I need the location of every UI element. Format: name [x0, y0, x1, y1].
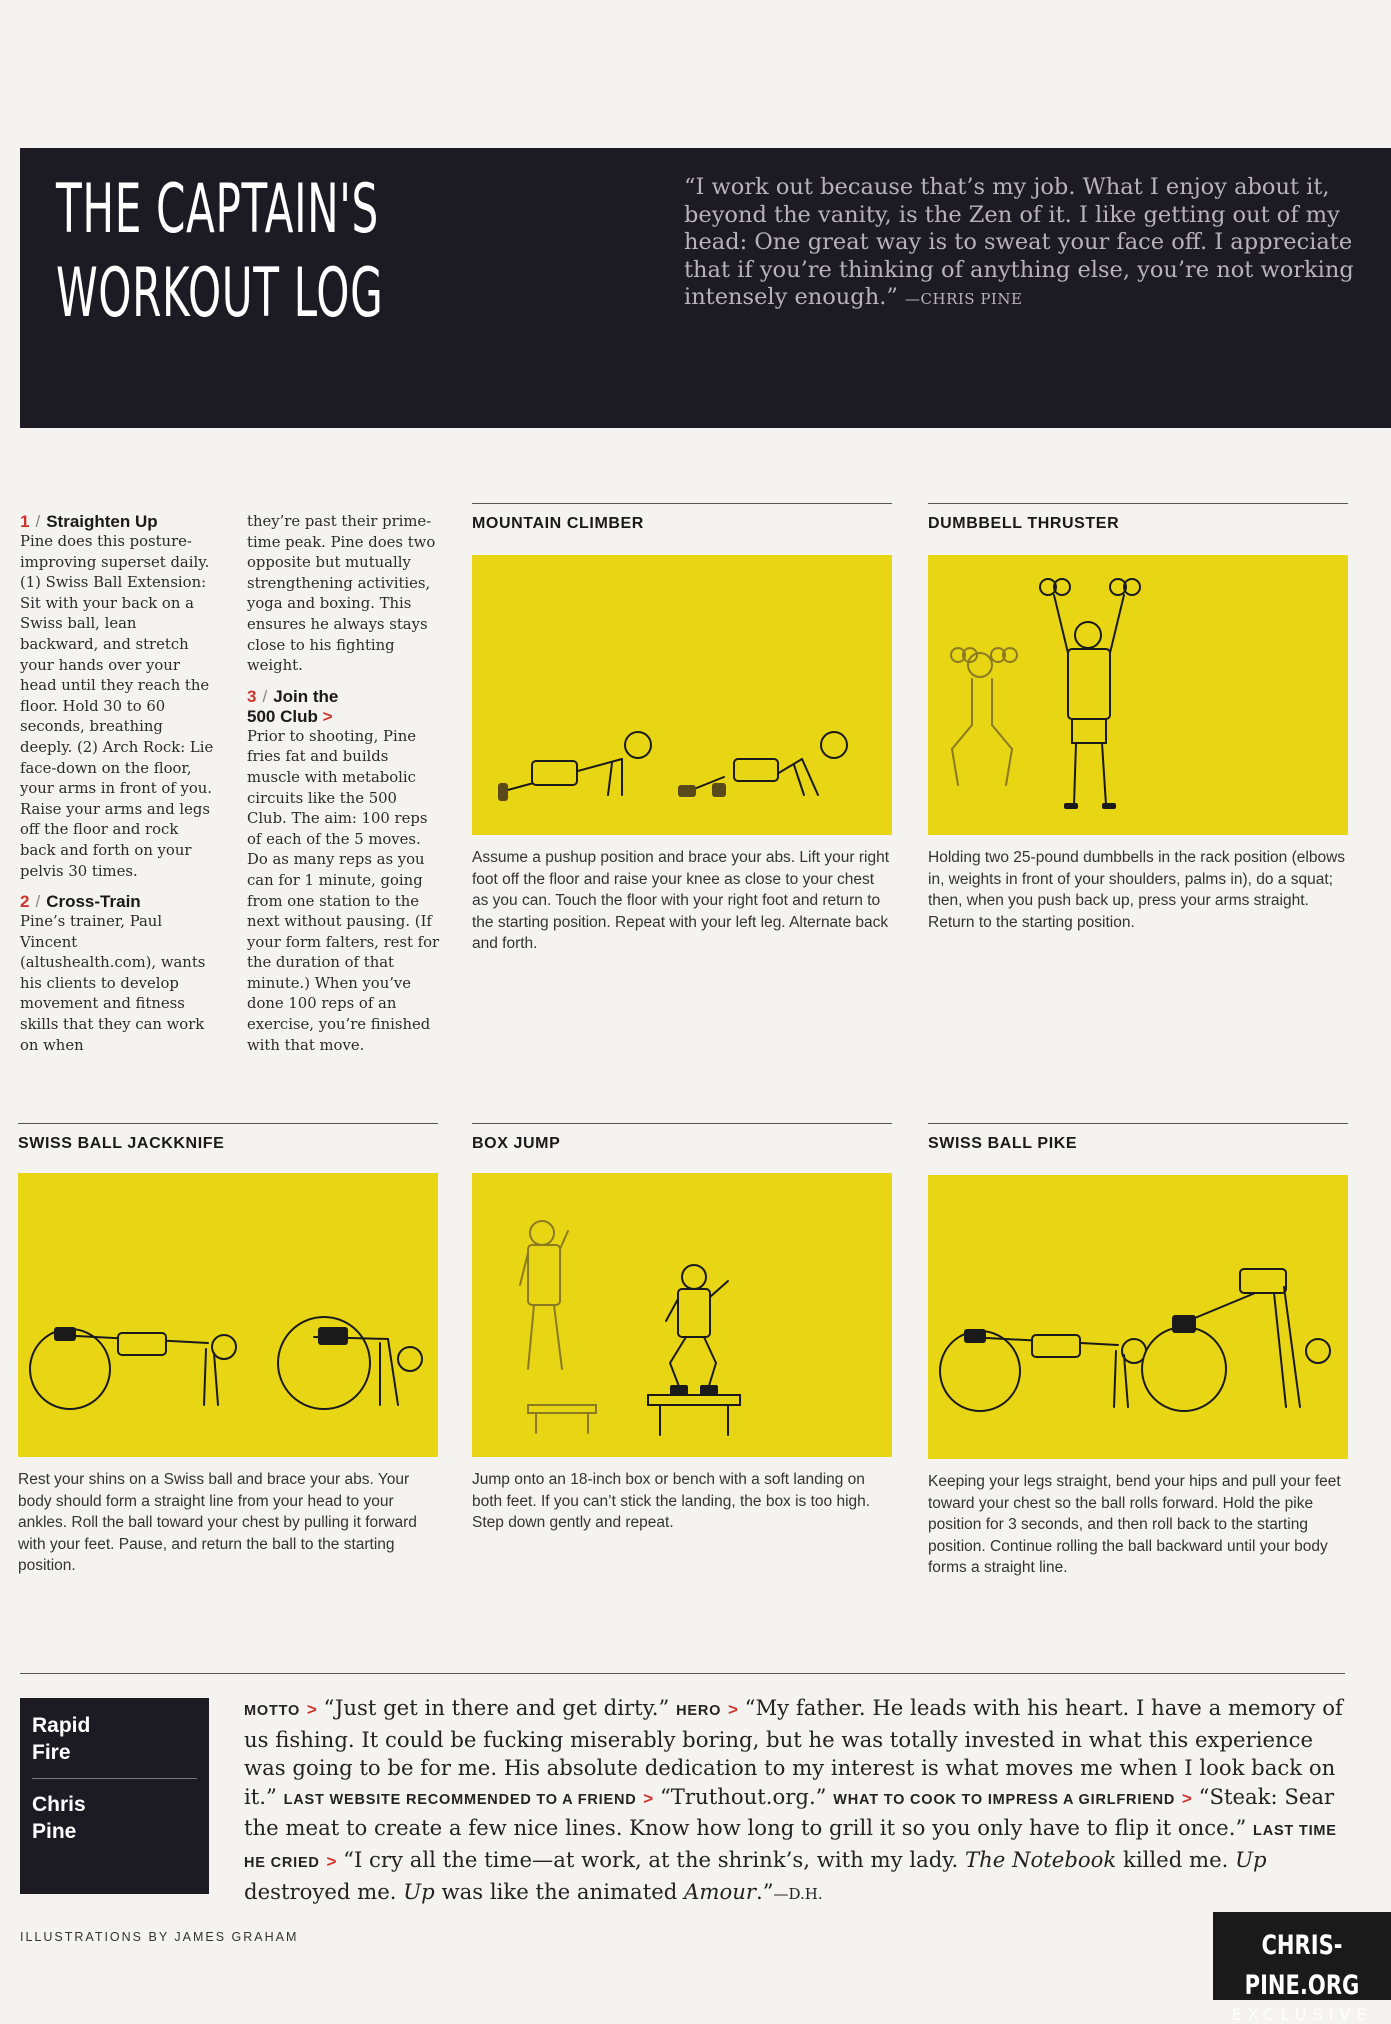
exercise-title: BOX JUMP: [472, 1135, 561, 1152]
rapid-fire-answer-website: “Truthout.org.”: [659, 1783, 827, 1809]
rapid-fire-name: Chris Pine: [32, 1793, 86, 1843]
tip-3-number: 3: [247, 686, 257, 706]
rapid-fire-answer-hero: “My father. He leads with his heart. I have a memory of us fishing. It could be fucking miserably boring, but he was totally invested in what this experience was going to be for me. His absolute dedication to my interest is what moves me when I look back on it.”: [244, 1695, 1343, 1809]
answer-part: was like the animated: [434, 1878, 685, 1904]
rapid-fire-label: Rapid Fire: [32, 1714, 91, 1764]
page-title: [56, 168, 383, 336]
jackknife-figures-icon: [18, 1173, 438, 1457]
separator-arrow-icon: >: [326, 1851, 337, 1871]
exercise-title: MOUNTAIN CLIMBER: [472, 515, 644, 532]
rapid-fire-answer-cried: [244, 1847, 1267, 1904]
exercise-description: Holding two 25-pound dumbbells in the rack position (elbows in, weights in front of your shoulders, palms in), do a squat; then, when you push back up, press your arms straight. Return to the starting position.: [928, 849, 1346, 931]
watermark-label: EXCLUSIVE: [1231, 2005, 1373, 2024]
box-jump-figures-icon: [472, 1173, 892, 1457]
tip-2-body-part-1: Pine’s trainer, Paul Vincent (altushealth.com), wants his clients to develop movement and fitness skills that they can work on when: [20, 913, 206, 1054]
tip-3: [247, 687, 441, 1057]
title-line-2: WORKOUT LOG: [56, 254, 384, 333]
exercise-swiss-ball-pike: [928, 1123, 1348, 1583]
rapid-fire-key-cried: LAST TIME HE CRIED: [244, 1823, 1337, 1871]
tip-3-title-line-2: 500 Club: [247, 706, 318, 726]
exercise-title: SWISS BALL JACKKNIFE: [18, 1135, 225, 1152]
tip-3-heading: 3 / Join the 500 Club >: [247, 686, 339, 726]
rapid-fire-key-cook: WHAT TO COOK TO IMPRESS A GIRLFRIEND: [833, 1791, 1176, 1808]
answer-part: killed me.: [1116, 1846, 1236, 1872]
tip-3-body: Prior to shooting, Pine fries fat and builds muscle with metabolic circuits like the 500 Club. The aim: 100 reps of each of the 5 moves. Do as many reps as you can for 1 minute, going from one station to the next without pausing. (If your form falters, rest for the duration of that minute.) When you’ve done 100 reps of an exercise, you’re finished with that move.: [247, 727, 440, 1054]
answer-title-notebook: The Notebook: [964, 1846, 1117, 1872]
rapid-fire-answer-cook: “Steak: Sear the meat to create a few nice lines. Know how long to grill it so you only have to flip it once.”: [244, 1783, 1335, 1841]
rapid-fire-key-motto: MOTTO: [244, 1703, 301, 1719]
rapid-fire-rule: [20, 1673, 1345, 1674]
tip-1: [20, 512, 218, 882]
rapid-fire-divider: [32, 1778, 197, 1779]
exercise-box-jump: [472, 1123, 892, 1583]
pull-quote-attribution: —CHRIS PINE: [905, 290, 1023, 308]
tip-2: [20, 892, 218, 1056]
rapid-fire-signature: —D.H.: [773, 1884, 823, 1903]
mountain-climber-figures-icon: [472, 555, 892, 835]
tip-1-title: Straighten Up: [46, 512, 158, 531]
illustration-dumbbell-thruster: [928, 555, 1348, 835]
tip-1-number: 1: [20, 512, 30, 531]
pike-figures-icon: [928, 1175, 1348, 1459]
separator-arrow-icon: >: [727, 1700, 738, 1719]
rapid-fire-key-website: LAST WEBSITE RECOMMENDED TO A FRIEND: [283, 1791, 637, 1808]
exercise-dumbbell-thruster: [928, 503, 1348, 983]
tip-2-continued: [247, 512, 441, 677]
dumbbell-thruster-figures-icon: [928, 555, 1348, 835]
exercise-description: Jump onto an 18-inch box or bench with a soft landing on both feet. If you can’t stick the landing, the box is too high. Step down gently and repeat.: [472, 1471, 871, 1532]
tip-3-arrow-icon: >: [322, 706, 333, 726]
answer-title-up: Up: [403, 1878, 435, 1904]
illustration-swiss-ball-pike: [928, 1175, 1348, 1459]
illustration-credit: ILLUSTRATIONS BY JAMES GRAHAM: [20, 1930, 299, 1944]
tips-column-2: [247, 512, 441, 1066]
answer-title-amour: Amour: [684, 1878, 756, 1904]
tip-2-number: 2: [20, 892, 30, 912]
separator-arrow-icon: >: [643, 1788, 654, 1808]
rapid-fire-text: [244, 1694, 1344, 1908]
rapid-fire-key-hero: HERO: [676, 1703, 722, 1719]
exercise-title: SWISS BALL PIKE: [928, 1135, 1078, 1152]
illustration-swiss-ball-jackknife: [18, 1173, 438, 1457]
answer-title-up: Up: [1235, 1846, 1267, 1872]
illustration-mountain-climber: [472, 555, 892, 835]
exercise-description: Keeping your legs straight, bend your hips and pull your feet toward your chest so the ball rolls forward. Hold the pike position for 3 seconds, and then roll back to the starting position. Continue rolling the ball backward until your body forms a straight line.: [928, 1473, 1341, 1577]
rapid-fire-box: [20, 1698, 209, 1894]
tip-3-title-line-1: Join the: [273, 686, 339, 706]
exercise-mountain-climber: [472, 503, 892, 983]
answer-part: destroyed me.: [244, 1878, 404, 1904]
pull-quote-text: “I work out because that’s my job. What I enjoy about it, beyond the vanity, is the Zen of it. I like getting out of my head: One great way is to sweat your face off. I appreciate that if you’re thinking of anything else, you’re not working intensely enough.”: [684, 174, 1354, 310]
separator-arrow-icon: >: [1181, 1788, 1192, 1808]
exercise-swiss-ball-jackknife: [18, 1123, 438, 1583]
tips-column-1: [20, 512, 218, 1066]
exercise-description: Assume a pushup position and brace your abs. Lift your right foot off the floor and raise your knee as close to your chest as you can. Touch the floor with your right foot and return to the starting position. Repeat with your left leg. Alternate back and forth.: [472, 849, 890, 953]
separator-arrow-icon: >: [306, 1700, 317, 1719]
illustration-box-jump: [472, 1173, 892, 1457]
site-watermark: [1213, 1912, 1391, 2024]
rapid-fire-answer-motto: “Just get in there and get dirty.”: [323, 1695, 670, 1720]
exercise-description: Rest your shins on a Swiss ball and brace your abs. Your body should form a straight line from your head to your ankles. Roll the ball toward your chest by pulling it forward with your feet. Pause, and return the ball to the starting position.: [18, 1471, 417, 1575]
pull-quote: [684, 174, 1364, 314]
tip-2-title: Cross-Train: [46, 892, 141, 912]
tip-2-body-part-2: they’re past their prime-time peak. Pine does two opposite but mutually strengthening activities, yoga and boxing. This ensures he always stays close to his fighting weight.: [247, 513, 436, 675]
watermark-site: CHRIS-PINE.ORG: [1244, 1930, 1360, 2001]
answer-part: .”: [755, 1878, 774, 1904]
tip-1-body: Pine does this posture-improving superset daily. (1) Swiss Ball Extension: Sit with your back on a Swiss ball, lean backward, and stretch your hands over your head until they reach the floor. Hold 30 to 60 seconds, breathing deeply. (2) Arch Rock: Lie face-down on the floor, your arms in front of you. Raise your arms and legs off the floor and rock back and forth on your pelvis 30 times.: [20, 533, 214, 880]
answer-part: “I cry all the time—at work, at the shrink’s, with my lady.: [343, 1846, 965, 1872]
exercise-title: DUMBBELL THRUSTER: [928, 515, 1120, 532]
tip-1-heading: 1 / Straighten Up: [20, 512, 158, 531]
title-line-1: THE CAPTAIN'S: [56, 170, 379, 249]
tip-2-heading: 2 / Cross-Train: [20, 892, 141, 912]
header-banner: [20, 148, 1391, 428]
